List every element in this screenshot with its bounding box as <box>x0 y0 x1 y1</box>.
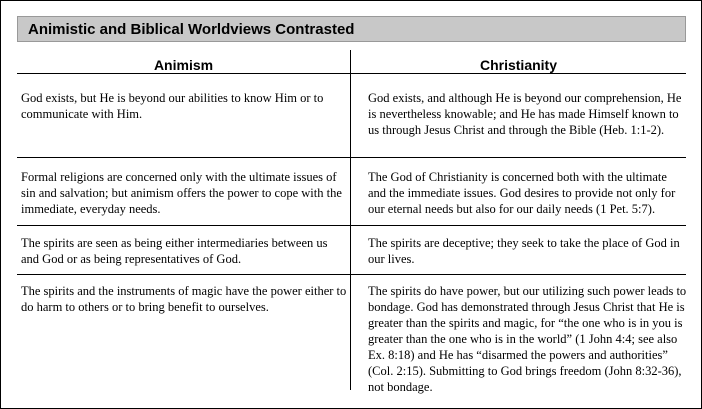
row-rule <box>17 225 686 226</box>
column-header-christianity: Christianity <box>479 57 557 73</box>
table-title: Animistic and Biblical Worldviews Contrasted <box>28 21 355 38</box>
row-4-christianity: The spirits do have power, but our utilizing such power leads to bondage. God has demonstrated through Jesus Christ that He is greater than the spirits and magic, for “the one who is in you is greater than the one who is in the world” (1 John 4:4; see also Ex. 8:18) and He has “disarmed the powers and authorities” (Col. 2:15). Submitting to God brings freedom (John 8:32-36), not bondage. <box>368 284 687 394</box>
title-bar <box>17 16 686 42</box>
row-1-christianity: God exists, and although He is beyond our comprehension, He is nevertheless knowable; and He has made Himself known to us through Jesus Christ and through the Bible (Heb. 1:1-2). <box>368 91 682 137</box>
column-header-animism: Animism <box>153 57 214 73</box>
row-4-animism: The spirits and the instruments of magic have the power either to do harm to others or to bring benefit to ourselves. <box>21 284 347 314</box>
row-2-animism: Formal religions are concerned only with the ultimate issues of sin and salvation; but animism offers the power to cope with the immediate, everyday needs. <box>21 170 342 216</box>
row-rule <box>17 157 686 158</box>
row-2-christianity: The God of Christianity is concerned both with the ultimate and the immediate issues. God desires to provide not only for our eternal needs but also for our daily needs (1 Pet. 5:7). <box>368 170 676 216</box>
row-3-christianity: The spirits are deceptive; they seek to take the place of God in our lives. <box>368 236 680 266</box>
column-divider <box>350 50 351 390</box>
row-rule <box>17 274 686 275</box>
header-rule <box>17 73 686 74</box>
row-3-animism: The spirits are seen as being either intermediaries between us and God or as being representatives of God. <box>21 236 328 266</box>
row-1-animism: God exists, but He is beyond our abilities to know Him or to communicate with Him. <box>21 91 324 121</box>
